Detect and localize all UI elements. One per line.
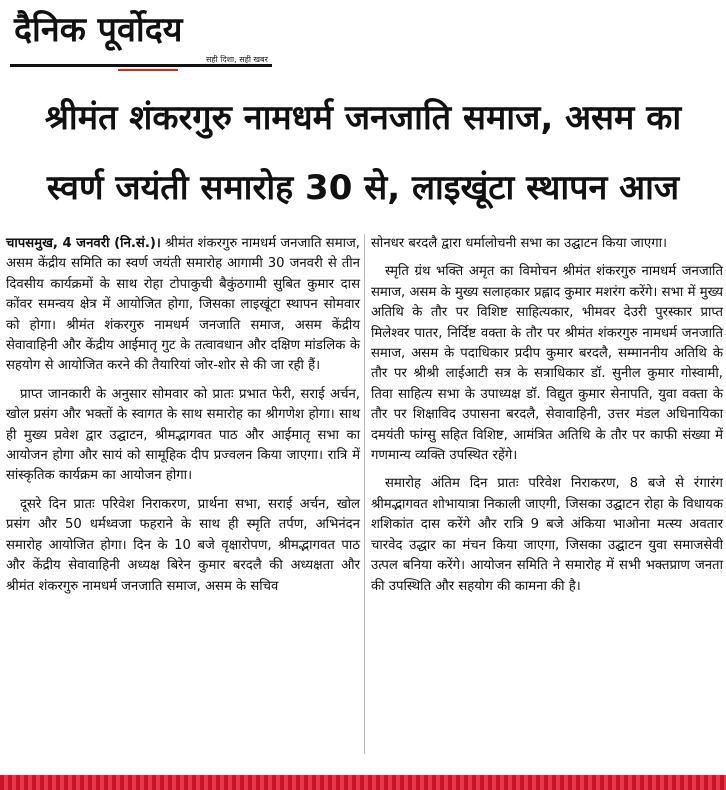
article-column-2 bbox=[371, 234, 723, 605]
masthead bbox=[10, 6, 310, 72]
headline-line-2: स्वर्ण जयंती समारोह 30 से, लाइखूंटा स्थापन आज bbox=[46, 168, 680, 208]
masthead-rule bbox=[10, 64, 272, 67]
footer-color-bar bbox=[0, 775, 726, 790]
masthead-accent-line bbox=[118, 69, 178, 71]
headline-line-1: श्रीमंत शंकरगुरु नामधर्म जनजाति समाज, असम का bbox=[44, 98, 682, 138]
article-paragraph: समारोह अंतिम दिन प्रातः परिवेश निराकरण, 8 बजे से रंगारंग श्रीमद्भागवत शोभायात्रा निकाली जाएगी, जिसका उद्घाटन रोहा के विधायक शशिकांत दास करेंगे और रात्रि 9 बजे अंकिया भाओना मत्स्य अवतार चारवेद उद्धार का मंचन किया जाएगा, जिसका उद्घाटन युवा समाजसेवी उत्पल बनिया करेंगे। आयोजन समिति ने समारोह में सभी भक्तप्राण जनता की उपस्थिति और सहयोग की कामना की है। bbox=[371, 476, 723, 594]
article-paragraph bbox=[6, 234, 360, 377]
article-paragraph: प्राप्त जानकारी के अनुसार सोमवार को प्रातः प्रभात फेरी, सराई अर्चन, खोल प्रसंग और भक्तों के स्वागत के साथ समारोह का श्रीगणेश होगा। साथ ही मुख्य प्रवेश द्वार उद्घाटन, श्रीमद्भागवत पाठ और आईमातृ सभा का आयोजन होगा और सायं को सामूहिक दीप प्रज्वलन किया जाएगा। रात्रि में सांस्कृतिक कार्यक्रम का आयोजन होगा। bbox=[6, 386, 360, 484]
column-divider bbox=[364, 234, 365, 754]
newspaper-logo: दैनिक पूर्वोदय bbox=[14, 10, 183, 50]
article-column-1 bbox=[6, 234, 360, 605]
dateline: चापसमुख, 4 जनवरी (नि.सं.)। bbox=[6, 236, 161, 251]
article-paragraph: स्मृति ग्रंथ भक्ति अमृत का विमोचन श्रीमंत शंकरगुरु नामधर्म जनजाति समाज, असम के मुख्य सलाहकार प्रह्लाद कुमार मशरंग करेंगे। सभा में मुख्य अतिथि के तौर पर विशिष्ट साहित्यकार, भीमवर देउरी पुरस्कार प्राप्त मिलेश्वर पातर, निर्दिष्ट वक्ता के तौर पर श्रीमंत शंकरगुरु नामधर्म जनजाति समाज, असम के पदाधिकार प्रदीप कुमार बरदलै, सम्माननीय अतिथि के तौर पर श्रीश्री लाईआटी सत्र के सत्राधिकार डॉ. सुनील कुमार गोस्वामी, तिवा साहित्य सभा के उपाध्यक्ष डॉ. विद्युत कुमार सेनापति, युवा वक्ता के तौर पर शिक्षाविद उपासना बरदलै, सेवावाहिनी, उत्तर मंडल अधिनायिका दमयंती फांग्सु सहित विशिष्ट, आमंत्रित अतिथि के तौर पर काफी संख्या में गणमान्य व्यक्ति उपस्थित रहेंगे। bbox=[371, 264, 723, 464]
article-paragraph: दूसरे दिन प्रातः परिवेश निराकरण, प्रार्थना सभा, सराई अर्चन, खोल प्रसंग और 50 धर्मध्वजा फहराने के साथ ही स्मृति तर्पण, अभिनंदन समारोह आयोजित होगा। दिन के 10 बजे वृक्षारोपण, श्रीमद्भागवत पाठ और केंद्रीय सेवावाहिनी अध्यक्ष बिरेन कुमार बरदलै की अध्यक्षता और श्रीमंत शंकरगुरु नामधर्म जनजाति समाज, असम के सचिव bbox=[6, 496, 360, 594]
newspaper-tagline: सही दिशा, सही खबर bbox=[206, 55, 268, 64]
paragraph-text: श्रीमंत शंकरगुरु नामधर्म जनजाति समाज, असम केंद्रीय समिति का स्वर्ण जयंती समारोह आगामी 30 जनवरी से तीन दिवसीय कार्यक्रमों के साथ रोहा टोपाकुची बैकुंठगामी सुबित कुमार दास कोंवर समन्वय क्षेत्र में आयोजित होगा, जिसका लाइखूंटा स्थापन सोमवार को होगा। श्रीमंत शंकरगुरु नामधर्म जनजाति समाज, असम केंद्रीय सेवावाहिनी और केंद्रीय आईमातृ गुट के तत्वावधान और दक्षिण मांडलिक के सहयोग से आयोजित करने की तैयारियां जोर-शोर से की जा रही हैं। bbox=[6, 236, 361, 374]
article-paragraph: सोनधर बरदलै द्वारा धर्मालोचनी सभा का उद्घाटन किया जाएगा। bbox=[371, 236, 668, 251]
